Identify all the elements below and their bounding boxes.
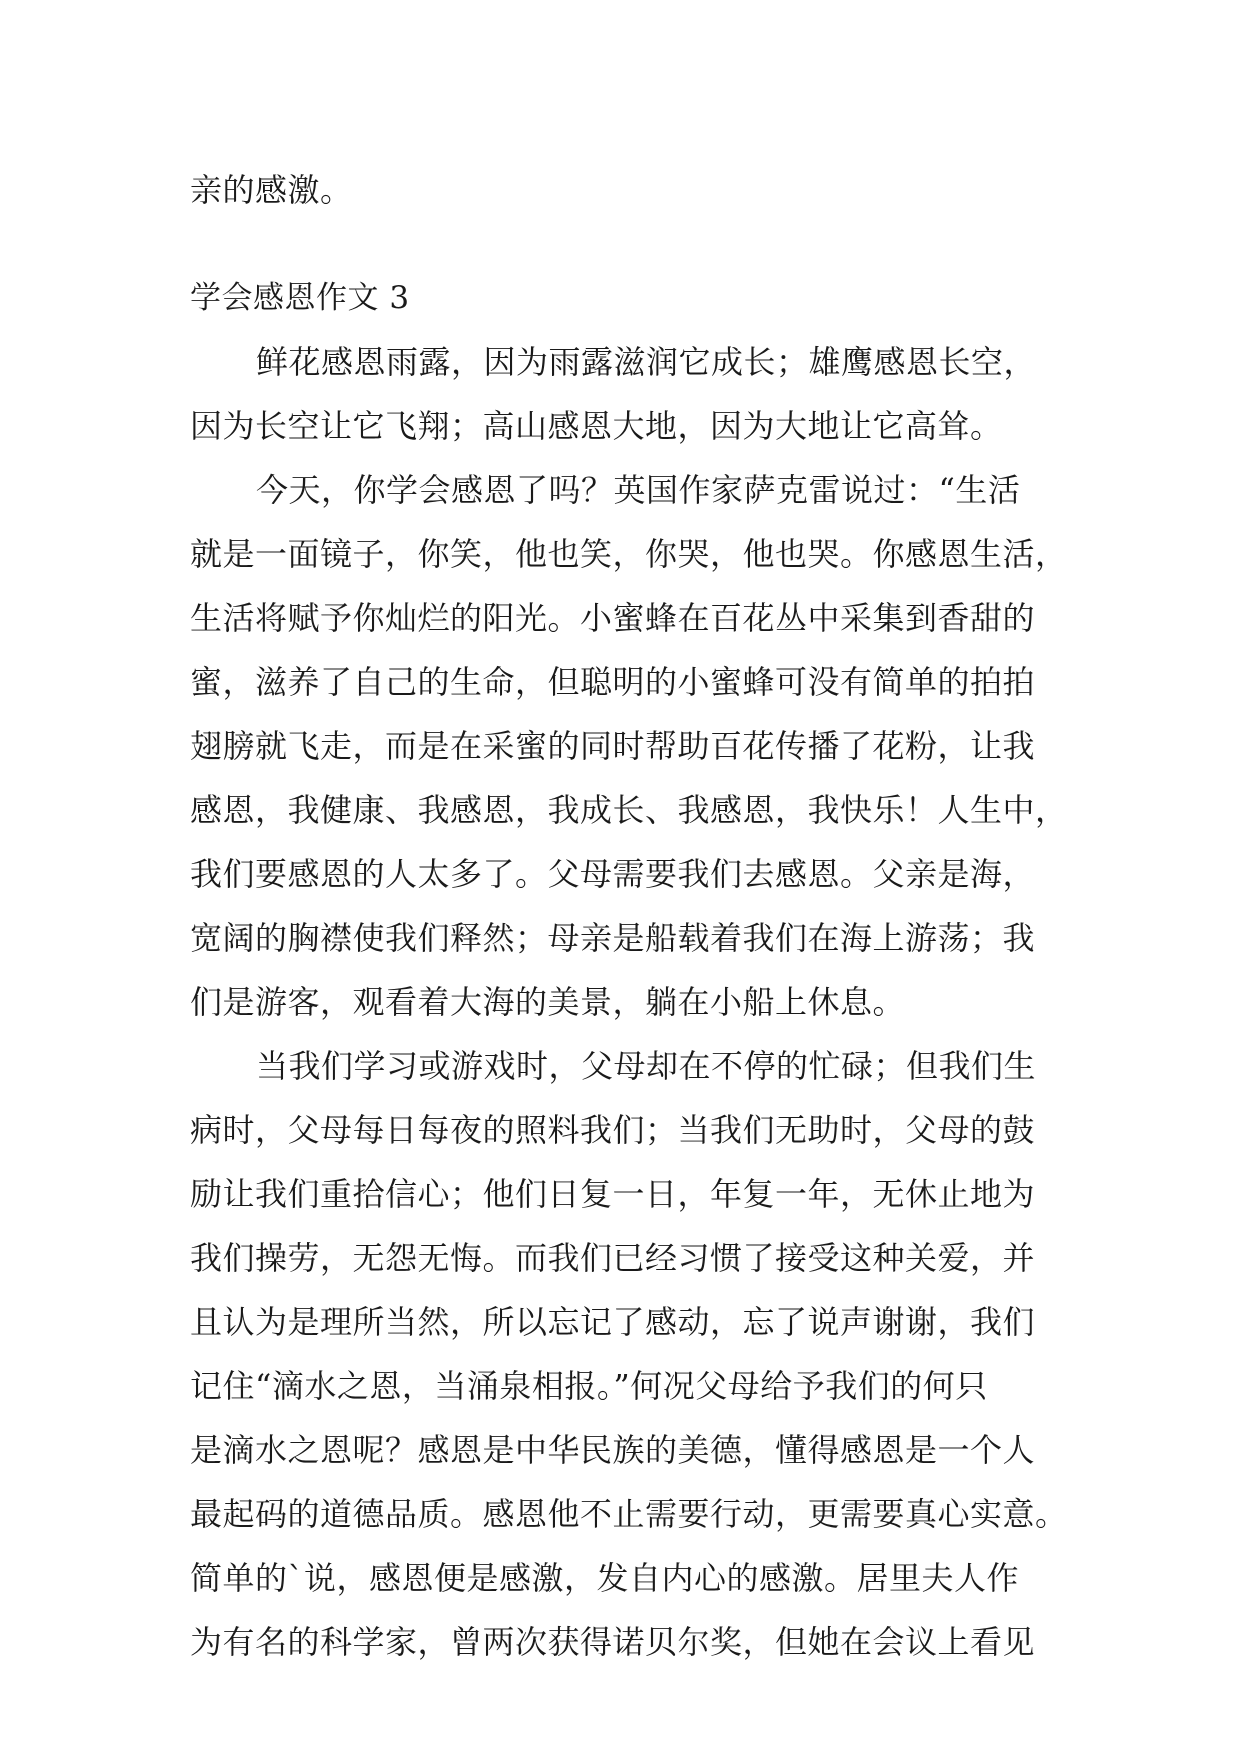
text-line: 鲜花感恩雨露，因为雨露滋润它成长；雄鹰感恩长空， (256, 343, 1037, 381)
text-line: 我们操劳，无怨无悔。而我们已经习惯了接受这种关爱，并 (190, 1239, 1036, 1277)
text-line: 是滴水之恩呢？感恩是中华民族的美德，懂得感恩是一个人 (190, 1431, 1036, 1469)
text-line: 最起码的道德品质。感恩他不止需要行动，更需要真心实意。 (190, 1495, 1068, 1533)
text-line: 翅膀就飞走，而是在采蜜的同时帮助百花传播了花粉，让我 (190, 727, 1036, 765)
text-line: 为有名的科学家，曾两次获得诺贝尔奖，但她在会议上看见 (190, 1623, 1036, 1661)
text-line: 感恩，我健康、我感恩，我成长、我感恩，我快乐！人生中， (190, 791, 1068, 829)
text-line: 就是一面镜子，你笑，他也笑，你哭，他也哭。你感恩生活， (190, 535, 1068, 573)
text-line: 生活将赋予你灿烂的阳光。小蜜蜂在百花丛中采集到香甜的 (190, 599, 1036, 637)
document-body (190, 158, 1068, 1674)
text-line: 记住“滴水之恩，当涌泉相报。”何况父母给予我们的何只 (190, 1367, 988, 1405)
text-line: 当我们学习或游戏时，父母却在不停的忙碌；但我们生 (256, 1047, 1037, 1085)
paragraph-3 (190, 1034, 1068, 1674)
text-line: 宽阔的胸襟使我们释然；母亲是船载着我们在海上游荡；我 (190, 919, 1036, 957)
text-line: 因为长空让它飞翔；高山感恩大地，因为大地让它高耸。 (190, 407, 1003, 445)
text-line: 们是游客，观看着大海的美景，躺在小船上休息。 (190, 983, 906, 1021)
continuation-line: 亲的感激。 (190, 171, 353, 209)
text-line: 蜜，滋养了自己的生命，但聪明的小蜜蜂可没有简单的拍拍 (190, 663, 1036, 701)
text-line: 励让我们重拾信心；他们日复一日，年复一年，无休止地为 (190, 1175, 1036, 1213)
text-line: 简单的`说，感恩便是感激，发自内心的感激。居里夫人作 (190, 1559, 1020, 1597)
text-line: 今天，你学会感恩了吗？英国作家萨克雷说过：“生活 (256, 471, 1021, 509)
text-line: 病时，父母每日每夜的照料我们；当我们无助时，父母的鼓 (190, 1111, 1036, 1149)
text-line: 且认为是理所当然，所以忘记了感动，忘了说声谢谢，我们 (190, 1303, 1036, 1341)
paragraph-1 (190, 330, 1052, 458)
section-gap (190, 222, 1052, 266)
section-heading: 学会感恩作文 3 (190, 280, 410, 316)
paragraph-2 (190, 458, 1068, 1034)
text-line: 我们要感恩的人太多了。父母需要我们去感恩。父亲是海， (190, 855, 1036, 893)
